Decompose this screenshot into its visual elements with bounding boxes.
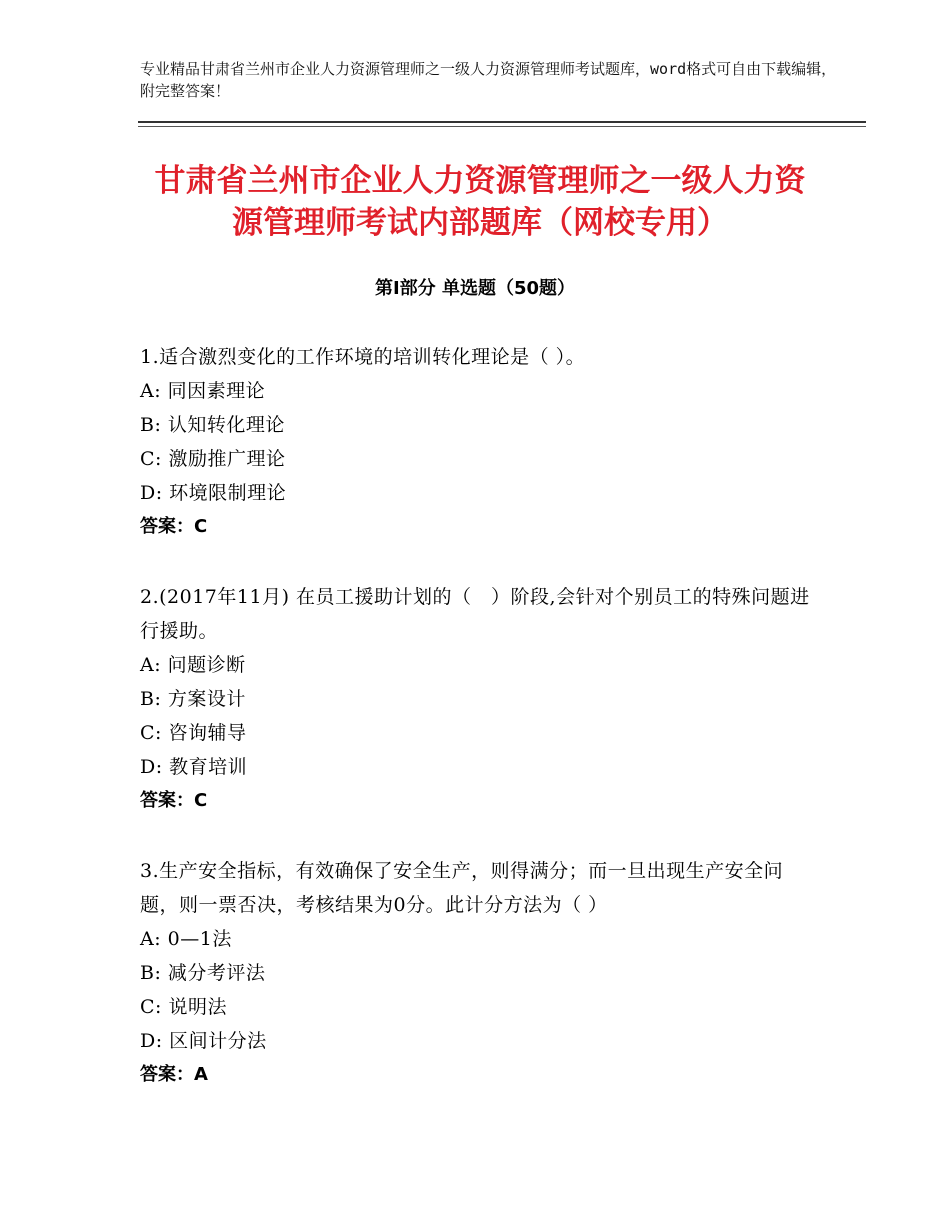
option-d: D: 区间计分法 [140, 1030, 267, 1052]
header-note: 专业精品甘肃省兰州市企业人力资源管理师之一级人力资源管理师考试题库，word格式可自由下载编辑，附完整答案！ [140, 60, 837, 100]
option-d: D: 教育培训 [140, 756, 248, 778]
option-c: C: 咨询辅导 [140, 722, 247, 744]
section-title: 第Ⅰ部分 单选题（50题） [374, 278, 575, 299]
question-3 [140, 854, 820, 1092]
option-a: A: 同因素理论 [140, 380, 266, 402]
question-stem: 2.(2017年11月) 在员工援助计划的（ ）阶段,会针对个别员工的特殊问题进行援助。 [140, 586, 810, 642]
answer: 答案：A [140, 1064, 208, 1085]
option-d: D: 环境限制理论 [140, 482, 287, 504]
answer: 答案：C [140, 790, 208, 811]
question-stem: 3.生产安全指标，有效确保了安全生产，则得满分；而一旦出现生产安全问题，则一票否决，考核结果为0分。此计分方法为（ ） [140, 860, 784, 916]
option-a: A: 0—1法 [140, 928, 232, 950]
option-c: C: 激励推广理论 [140, 448, 286, 470]
option-b: B: 减分考评法 [140, 962, 266, 984]
question-stem: 1.适合激烈变化的工作环境的培训转化理论是（ ）。 [140, 346, 586, 368]
question-2 [140, 580, 820, 818]
option-c: C: 说明法 [140, 996, 227, 1018]
option-a: A: 问题诊断 [140, 654, 246, 676]
document-title: 甘肃省兰州市企业人力资源管理师之一级人力资源管理师考试内部题库（网校专用） [154, 163, 806, 241]
answer: 答案：C [140, 516, 208, 537]
header-rule-thick [138, 121, 866, 123]
question-1 [140, 340, 820, 544]
header-rule-thin [138, 126, 866, 127]
option-b: B: 方案设计 [140, 688, 246, 710]
option-b: B: 认知转化理论 [140, 414, 285, 436]
